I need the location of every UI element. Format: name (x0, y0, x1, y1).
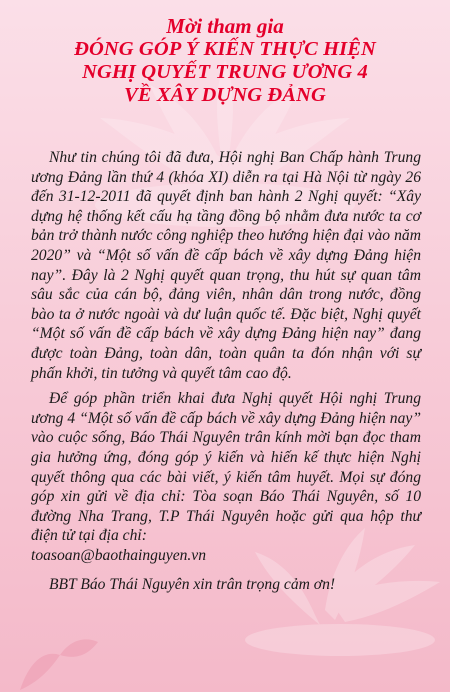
announcement-heading (0, 14, 450, 107)
body-paragraph-1: Như tin chúng tôi đã đưa, Hội nghị Ban Chấp hành Trung ương Đảng lần thứ 4 (khóa XI) diễn ra tại Hà Nội từ ngày 26 đến 31-12-2011 đã quyết định ban hành 2 Nghị quyết: “Xây dựng hệ thống kết cấu hạ tầng đồng bộ nhằm đưa nước ta cơ bản trở thành nước công nghiệp theo hướng hiện đại vào năm 2020” và “Một số vấn đề cấp bách về xây dựng Đảng hiện nay”. Đây là 2 Nghị quyết quan trọng, thu hút sự quan tâm sâu sắc của cán bộ, đảng viên, nhân dân trong nước, đồng bào ta ở nước ngoài và dư luận quốc tế. Đặc biệt, Nghị quyết “Một số vấn đề cấp bách về xây dựng Đảng hiện nay” đang được toàn Đảng, toàn dân, toàn quân ta đón nhận với sự phấn khởi, tin tưởng và quyết tâm cao độ. (31, 149, 421, 382)
heading-title-line-3: VỀ XÂY DỰNG ĐẢNG (124, 84, 326, 106)
heading-title-line-2: NGHỊ QUYẾT TRUNG ƯƠNG 4 (82, 61, 368, 83)
closing-thanks: BBT Báo Thái Nguyên xin trân trọng cảm ơn! (49, 576, 336, 594)
body-paragraph-2: Để góp phần triển khai đưa Nghị quyết Hội nghị Trung ương 4 “Một số vấn đề cấp bách về xây dựng Đảng hiện nay” vào cuộc sống, Báo Thái Nguyên trân kính mời bạn đọc tham gia hưởng ứng, đóng góp ý kiến và hiến kế thực hiện Nghị quyết thông qua các bài viết, ý kiến tâm huyết. Mọi sự đóng góp xin gửi về địa chỉ: Tòa soạn Báo Thái Nguyên, số 10 đường Nha Trang, T.P Thái Nguyên hoặc gửi qua hộp thư điện tử tại địa chỉ: (31, 390, 421, 545)
heading-title-line-1: ĐÓNG GÓP Ý KIẾN THỰC HIỆN (74, 38, 376, 60)
heading-intro: Mời tham gia (166, 14, 284, 38)
contact-email: toasoan@baothainguyen.vn (31, 546, 207, 564)
announcement-body (31, 148, 421, 595)
